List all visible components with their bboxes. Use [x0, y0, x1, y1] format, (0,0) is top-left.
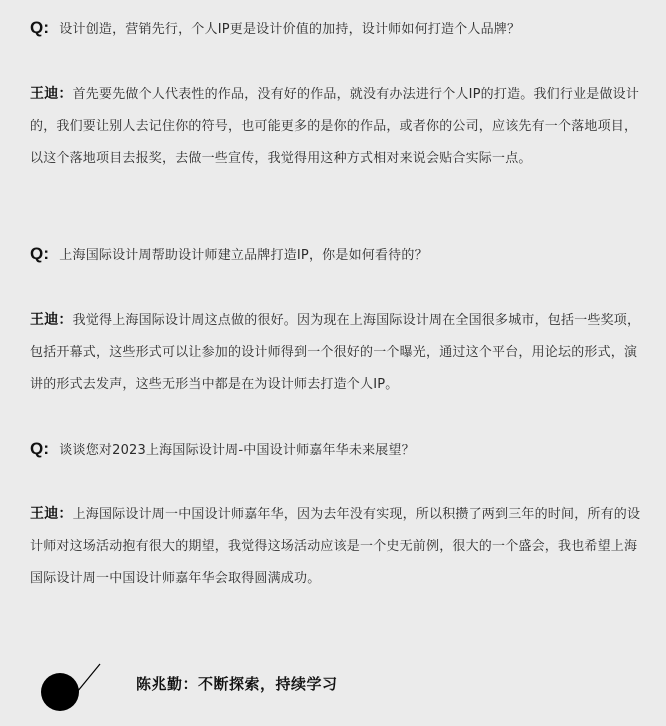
question-text: 谈谈您对2023上海国际设计周-中国设计师嘉年华未来展望？ — [59, 443, 415, 458]
section-title: 陈兆勤：不断探索，持续学习 — [136, 675, 338, 693]
question-text: 上海国际设计周帮助设计师建立品牌打造IP，你是如何看待的？ — [59, 248, 428, 263]
answer-text: 上海国际设计周一中国设计师嘉年华，因为去年没有实现，所以积攒了两到三年的时间，所有的设计师对这场活动抱有很大的期望，我觉得这场活动应该是一个史无前例，很大的一个盛会，我也希望上海国际设计周一中国设计师嘉年华会取得圆满成功。 — [30, 507, 641, 586]
answer-2 — [30, 304, 644, 401]
speaker-label: 王迪： — [30, 86, 73, 102]
question-mark: Q: — [30, 244, 50, 263]
question-text: 设计创造，营销先行，个人IP更是设计价值的加持，设计师如何打造个人品牌？ — [59, 22, 521, 37]
speaker-label: 王迪： — [30, 312, 73, 328]
question-3 — [30, 433, 644, 467]
speaker-label: 王迪： — [30, 506, 73, 522]
answer-text: 首先要先做个人代表性的作品，没有好的作品，就没有办法进行个人IP的打造。我们行业是做设计的，我们要让别人去记住你的符号，也可能更多的是你的作品，或者你的公司，应该先有一个落地项目，以这个落地项目去报奖，去做一些宣传，我觉得用这种方式相对来说会贴合实际一点。 — [30, 87, 640, 166]
answer-text: 我觉得上海国际设计周这点做的很好。因为现在上海国际设计周在全国很多城市，包括一些奖项，包括开幕式，这些形式可以让参加的设计师得到一个很好的一个曝光，通过这个平台，用论坛的形式，演讲的形式去发声，这些无形当中都是在为设计师去打造个人IP。 — [30, 313, 641, 392]
question-2 — [30, 238, 644, 272]
section-footer — [0, 655, 666, 726]
question-mark: Q: — [30, 439, 50, 458]
answer-3 — [30, 498, 644, 595]
question-mark: Q: — [30, 18, 50, 37]
black-circle-slash-logo-icon — [38, 659, 104, 719]
question-1 — [30, 12, 644, 46]
answer-1 — [30, 78, 644, 175]
